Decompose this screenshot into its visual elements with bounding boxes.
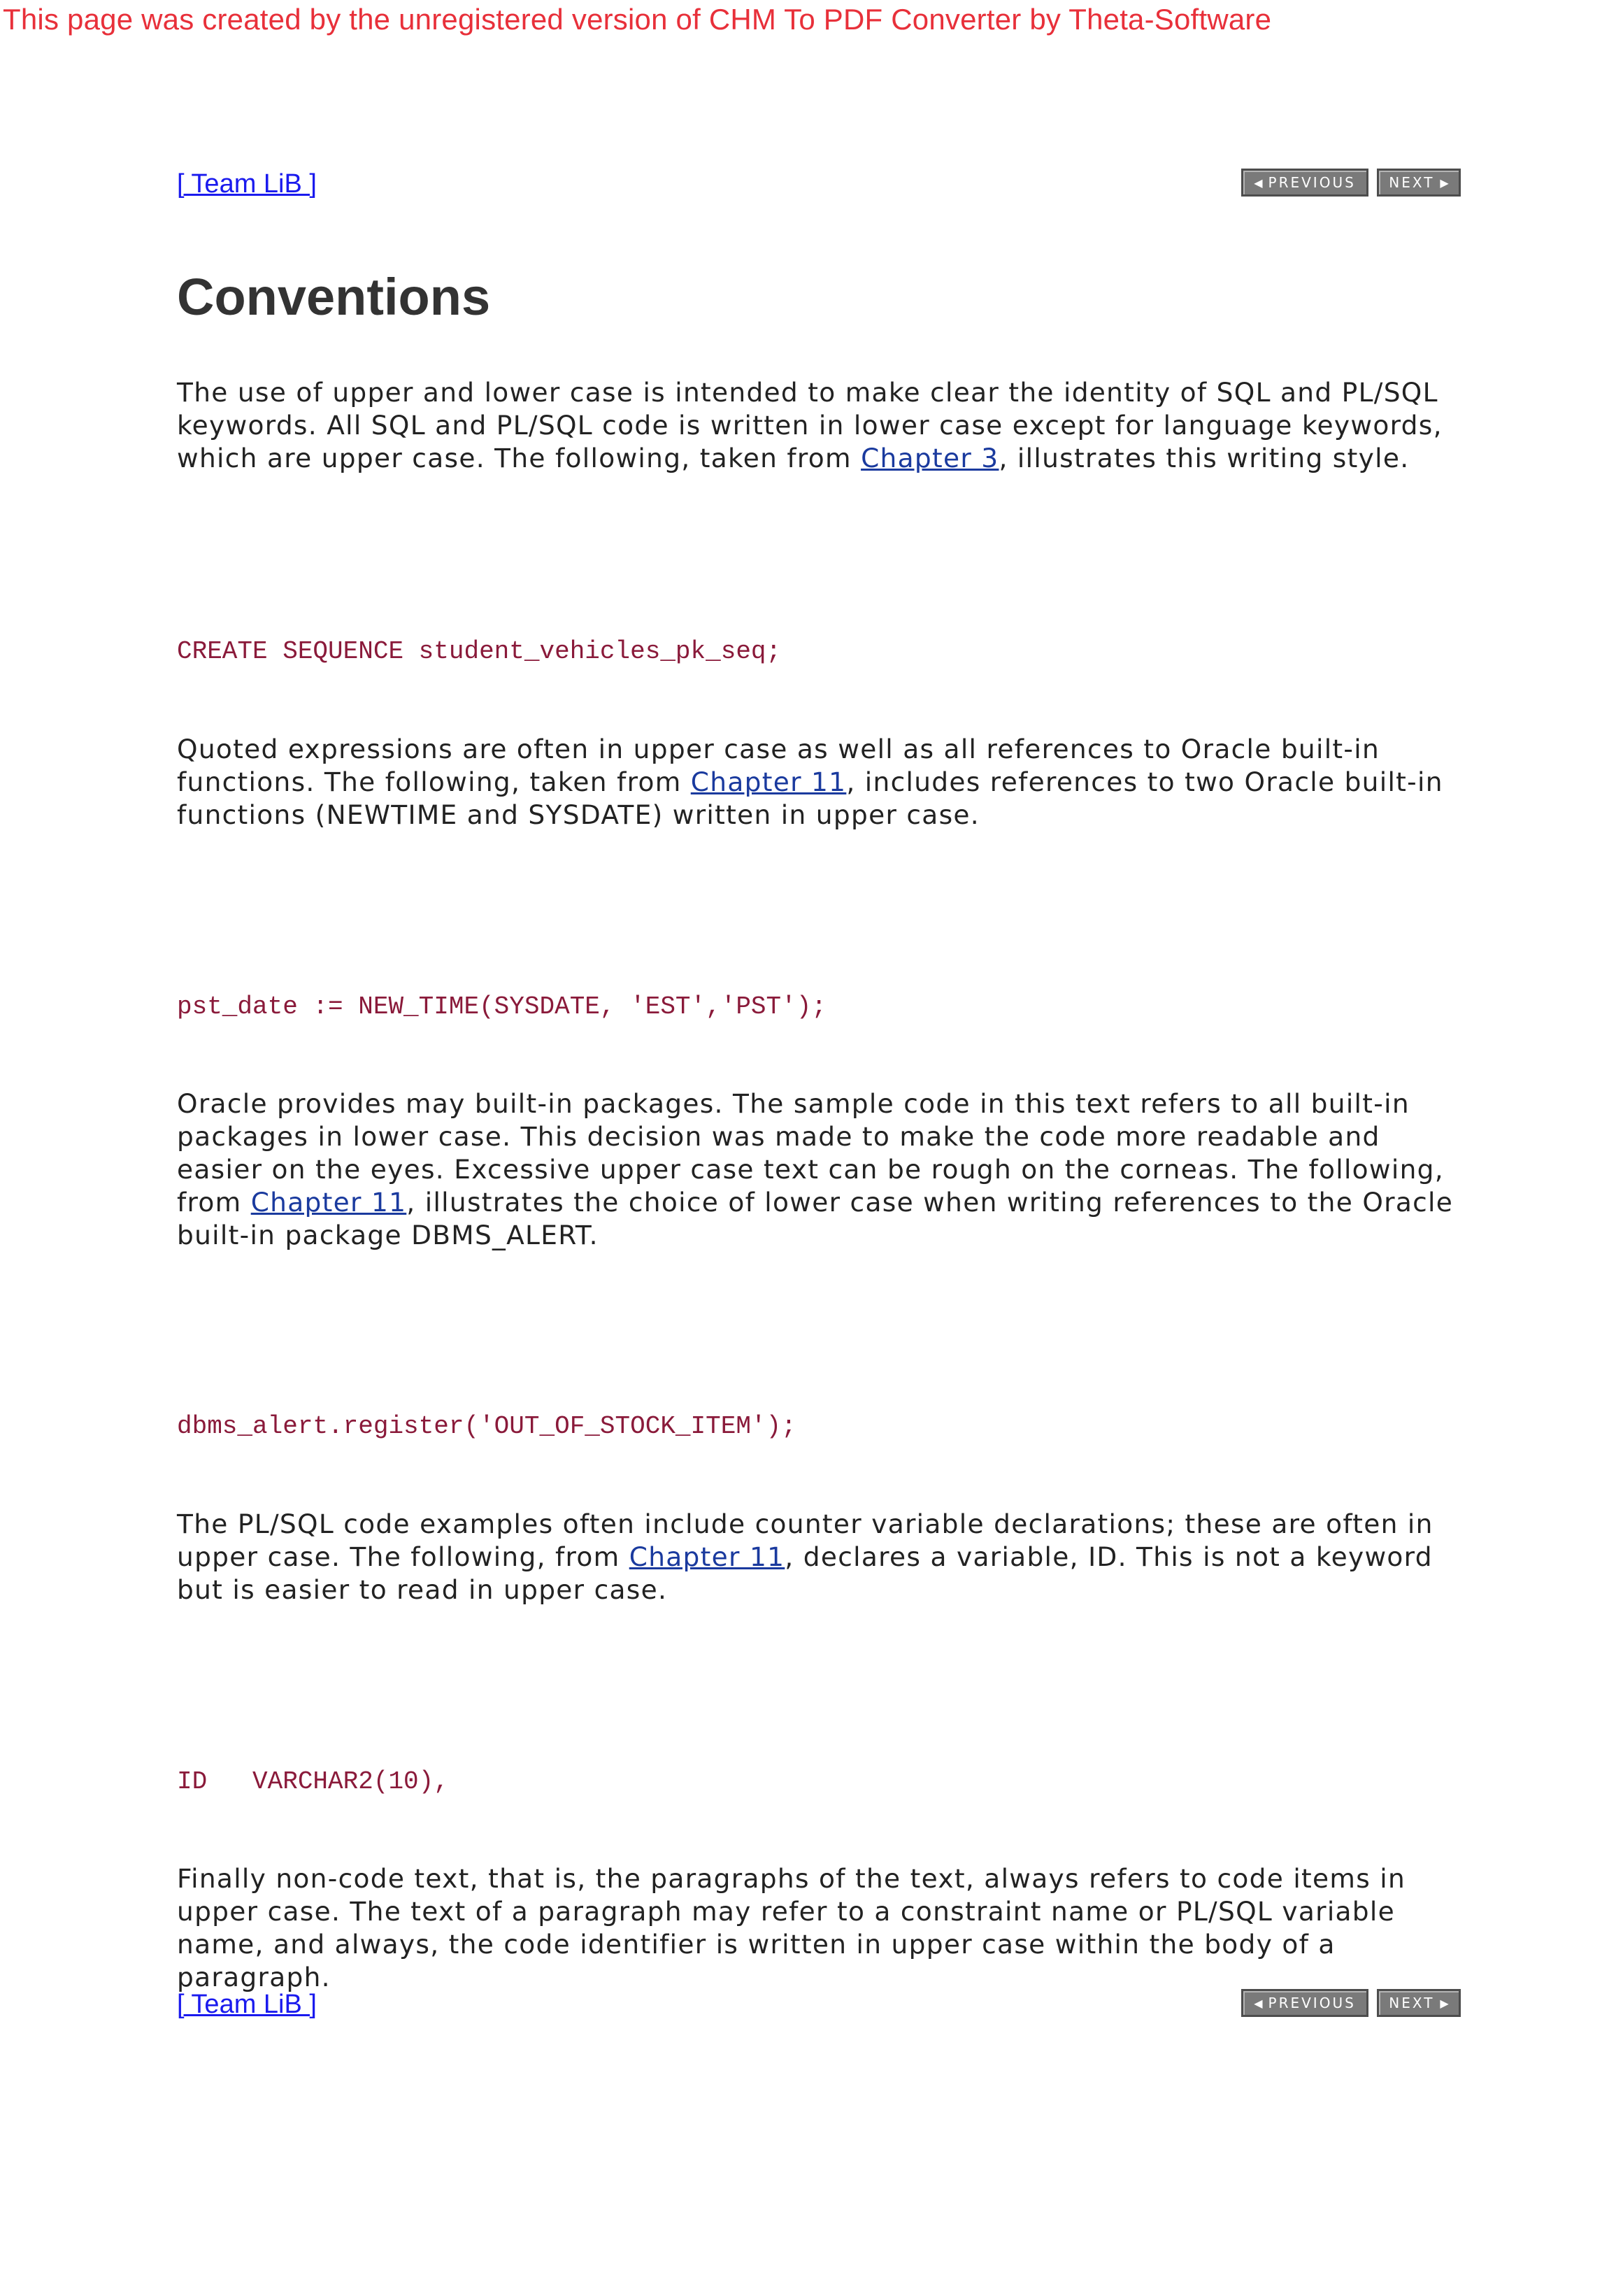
arrow-right-icon: ▶ <box>1440 1996 1449 2010</box>
nav-buttons <box>1241 169 1461 197</box>
code-sample-dbms-alert: dbms_alert.register('OUT_OF_STOCK_ITEM'); <box>177 1412 796 1441</box>
previous-button[interactable] <box>1241 169 1368 197</box>
arrow-left-icon: ◀ <box>1254 1996 1263 2010</box>
chapter-11-link[interactable]: Chapter 11 <box>629 1541 785 1572</box>
nav-buttons <box>1241 1989 1461 2017</box>
paragraph-text: The use of upper and lower case is intended to make clear the identity of SQL and PL/SQL keywords. All SQL and PL/SQL code is written in lower case except for language keywords, which are upper case. The following, taken from <box>177 377 1443 473</box>
previous-button-label: PREVIOUS <box>1268 1995 1356 2011</box>
code-sample-sequence: CREATE SEQUENCE student_vehicles_pk_seq; <box>177 637 782 666</box>
previous-button[interactable] <box>1241 1989 1368 2017</box>
team-lib-link[interactable]: [ Team LiB ] <box>177 1990 317 2019</box>
paragraph-case-intro <box>177 376 1464 475</box>
code-sample-varchar: ID VARCHAR2(10), <box>177 1767 449 1796</box>
paragraph-counter-variables <box>177 1508 1464 1606</box>
previous-button-label: PREVIOUS <box>1268 174 1356 191</box>
paragraph-built-in-packages <box>177 1088 1464 1252</box>
next-button[interactable] <box>1377 1989 1461 2017</box>
paragraph-text: , declares a variable, ID. This is not a keyword but is easier to read in upper case. <box>177 1541 1433 1605</box>
paragraph-text: The PL/SQL code examples often include counter variable declarations; these are often in upper case. The following, from <box>177 1509 1433 1572</box>
top-navigation-bar <box>177 169 1461 199</box>
next-button-label: NEXT <box>1389 174 1435 191</box>
paragraph-quoted-expressions <box>177 733 1464 832</box>
converter-watermark: This page was created by the unregistered version of CHM To PDF Converter by Theta-Software <box>3 3 1272 36</box>
team-lib-link[interactable]: [ Team LiB ] <box>177 169 317 199</box>
paragraph-text: Quoted expressions are often in upper case as well as all references to Oracle built-in functions. The following, taken from <box>177 734 1380 797</box>
paragraph-text: , illustrates the choice of lower case when writing references to the Oracle built-in package DBMS_ALERT. <box>177 1187 1454 1250</box>
page-title: Conventions <box>177 268 491 326</box>
paragraph-text: Oracle provides may built-in packages. The sample code in this text refers to all built-in packages in lower case. This decision was made to make the code more readable and easier on the eyes. Excessive upper case text can be rough on the corneas. The following, from <box>177 1088 1445 1218</box>
arrow-left-icon: ◀ <box>1254 176 1263 190</box>
next-button[interactable] <box>1377 169 1461 197</box>
paragraph-text: , includes references to two Oracle built-in functions (NEWTIME and SYSDATE) written in upper case. <box>177 766 1443 830</box>
code-sample-new-time: pst_date := NEW_TIME(SYSDATE, 'EST','PST'); <box>177 992 827 1021</box>
paragraph-non-code-text: Finally non-code text, that is, the paragraphs of the text, always refers to code items in upper case. The text of a paragraph may refer to a constraint name or PL/SQL variable name, and always, the code identifier is written in upper case within the body of a paragraph. <box>177 1863 1406 1992</box>
chapter-11-link[interactable]: Chapter 11 <box>250 1187 407 1218</box>
chapter-3-link[interactable]: Chapter 3 <box>861 443 999 473</box>
next-button-label: NEXT <box>1389 1995 1435 2011</box>
arrow-right-icon: ▶ <box>1440 176 1449 190</box>
paragraph-text: , illustrates this writing style. <box>999 443 1410 473</box>
chapter-11-link[interactable]: Chapter 11 <box>690 766 847 797</box>
bottom-navigation-bar <box>177 1989 1461 2020</box>
